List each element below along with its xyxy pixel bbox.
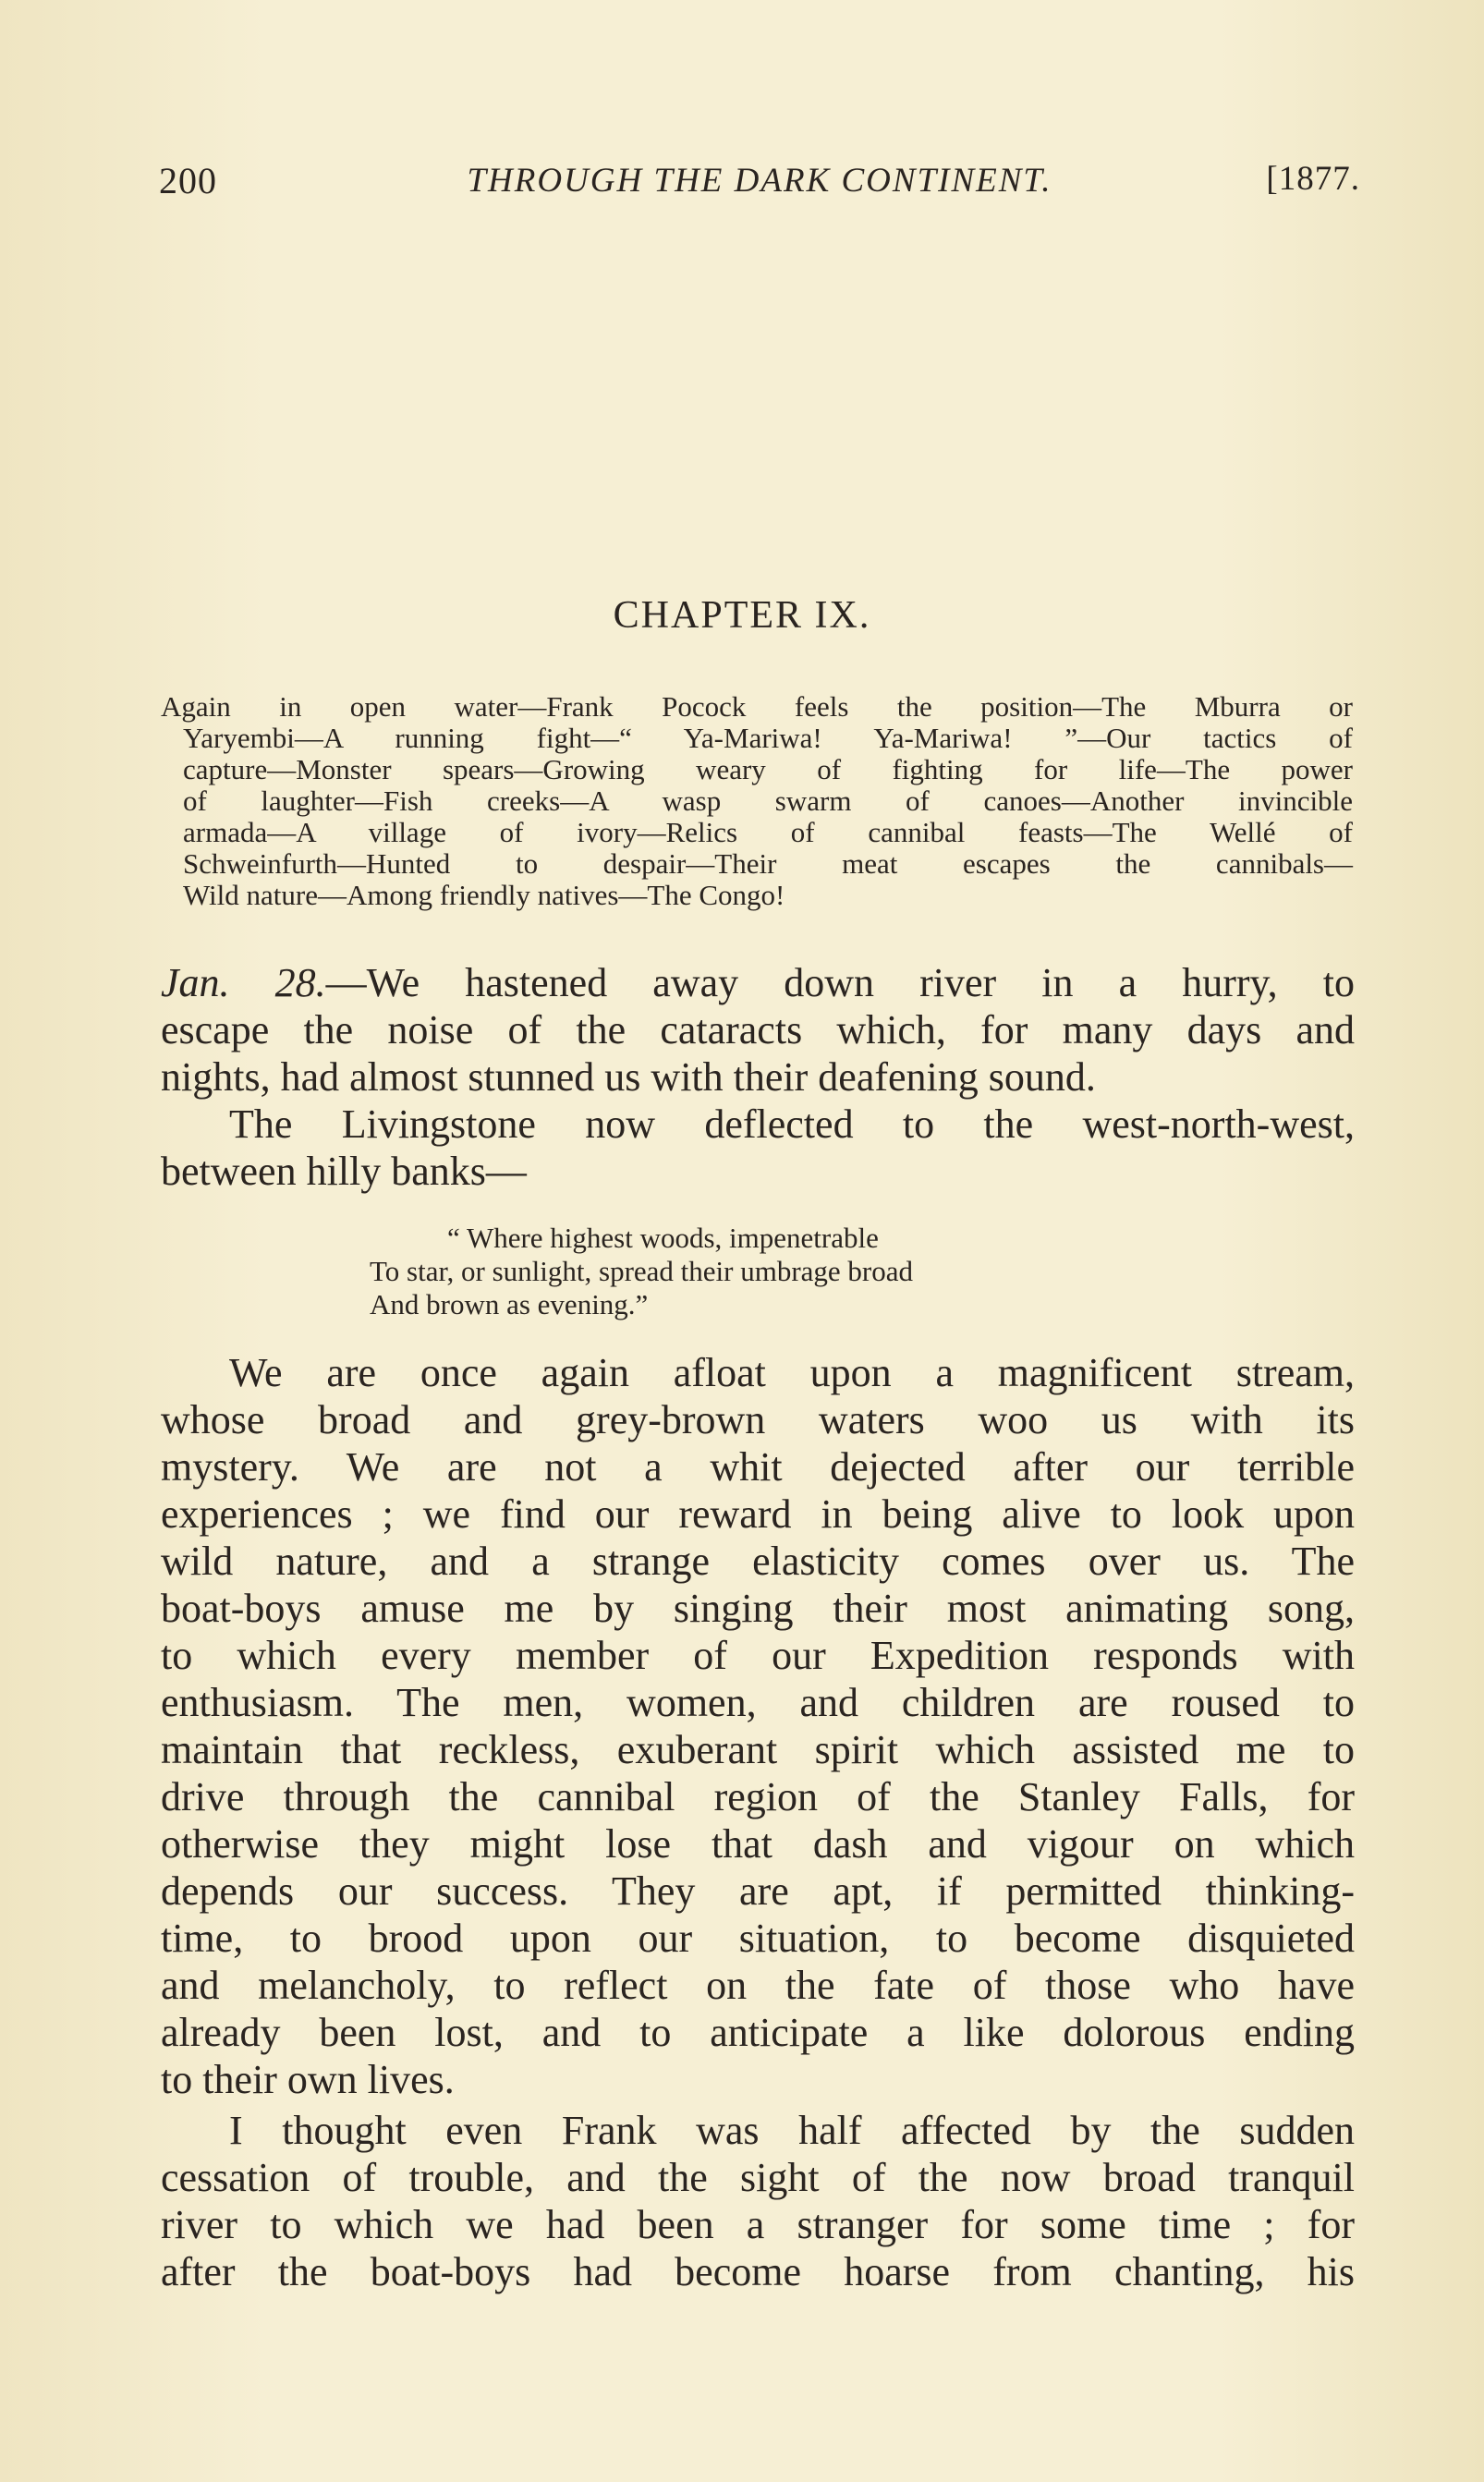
quote-line: To star, or sunlight, spread their umbrage broad	[370, 1255, 914, 1287]
verse-quote	[370, 1222, 1137, 1321]
text-line: to their own lives.	[161, 2057, 455, 2102]
text-line	[161, 959, 1355, 1006]
text-line: drive through the cannibal region of the Stanley Falls, for	[161, 1774, 1355, 1819]
synopsis-line: Schweinfurth—Hunted to despair—Their meat escapes the cannibals—	[183, 847, 1353, 880]
synopsis-line: Yaryembi—A running fight—“ Ya-Mariwa! Ya-Mariwa! ”—Our tactics of	[183, 722, 1353, 754]
text-line: nights, had almost stunned us with their deafening sound.	[161, 1054, 1096, 1100]
text-line: The Livingstone now deflected to the west-north-west,	[229, 1101, 1355, 1147]
paragraph-3	[161, 2107, 1355, 2295]
text-line: escape the noise of the cataracts which, for many days and	[161, 1007, 1355, 1052]
chapter-title: CHAPTER IX.	[613, 594, 871, 637]
paragraph-1	[161, 959, 1355, 1195]
text-line: I thought even Frank was half affected by the sudden	[229, 2108, 1355, 2153]
text-line: wild nature, and a strange elasticity comes over us. The	[161, 1539, 1355, 1584]
text-line: We are once again afloat upon a magnificent stream,	[229, 1350, 1355, 1395]
quote-line: “ Where highest woods, impenetrable	[447, 1222, 879, 1254]
text-line: enthusiasm. The men, women, and children are roused to	[161, 1680, 1355, 1725]
running-year: [1877.	[1266, 160, 1360, 198]
text-line: boat-boys amuse me by singing their most animating song,	[161, 1586, 1355, 1631]
text-line: between hilly banks—	[161, 1149, 527, 1194]
quote-line: And brown as evening.”	[370, 1288, 649, 1320]
text-line: to which every member of our Expedition responds with	[161, 1633, 1355, 1678]
text-line: after the boat-boys had become hoarse from chanting, his	[161, 2249, 1355, 2294]
paragraph-2	[161, 1349, 1355, 2103]
synopsis-line: Wild nature—Among friendly natives—The Congo!	[183, 879, 785, 911]
text-line: mystery. We are not a whit dejected after our terrible	[161, 1444, 1355, 1490]
synopsis-line: capture—Monster spears—Growing weary of fighting for life—The power	[183, 753, 1353, 785]
synopsis-line: Again in open water—Frank Pocock feels the position—The Mburra or	[161, 690, 1353, 723]
text-line: river to which we had been a stranger for some time ; for	[161, 2202, 1355, 2247]
page-number: 200	[159, 160, 217, 201]
text-line: time, to brood upon our situation, to become disquieted	[161, 1916, 1355, 1961]
text-line: already been lost, and to anticipate a like dolorous ending	[161, 2010, 1355, 2055]
synopsis-line: of laughter—Fish creeks—A wasp swarm of canoes—Another invincible	[183, 785, 1353, 817]
text-line: and melancholy, to reflect on the fate of those who have	[161, 1963, 1355, 2008]
entry-date: Jan. 28.	[161, 960, 326, 1005]
running-title: THROUGH THE DARK CONTINENT.	[467, 162, 1052, 200]
text-line: experiences ; we find our reward in being alive to look upon	[161, 1491, 1355, 1537]
running-head	[159, 159, 1360, 214]
synopsis-line: armada—A village of ivory—Relics of cannibal feasts—The Wellé of	[183, 816, 1353, 848]
text-line: otherwise they might lose that dash and vigour on which	[161, 1821, 1355, 1867]
chapter-synopsis	[161, 691, 1353, 911]
text-line: depends our success. They are apt, if permitted thinking-	[161, 1868, 1355, 1914]
text-line: maintain that reckless, exuberant spirit which assisted me to	[161, 1727, 1355, 1772]
text-line: cessation of trouble, and the sight of the now broad tranquil	[161, 2155, 1355, 2200]
text-line-content: —We hastened away down river in a hurry, to	[325, 960, 1355, 1005]
text-line: whose broad and grey-brown waters woo us with its	[161, 1397, 1355, 1442]
